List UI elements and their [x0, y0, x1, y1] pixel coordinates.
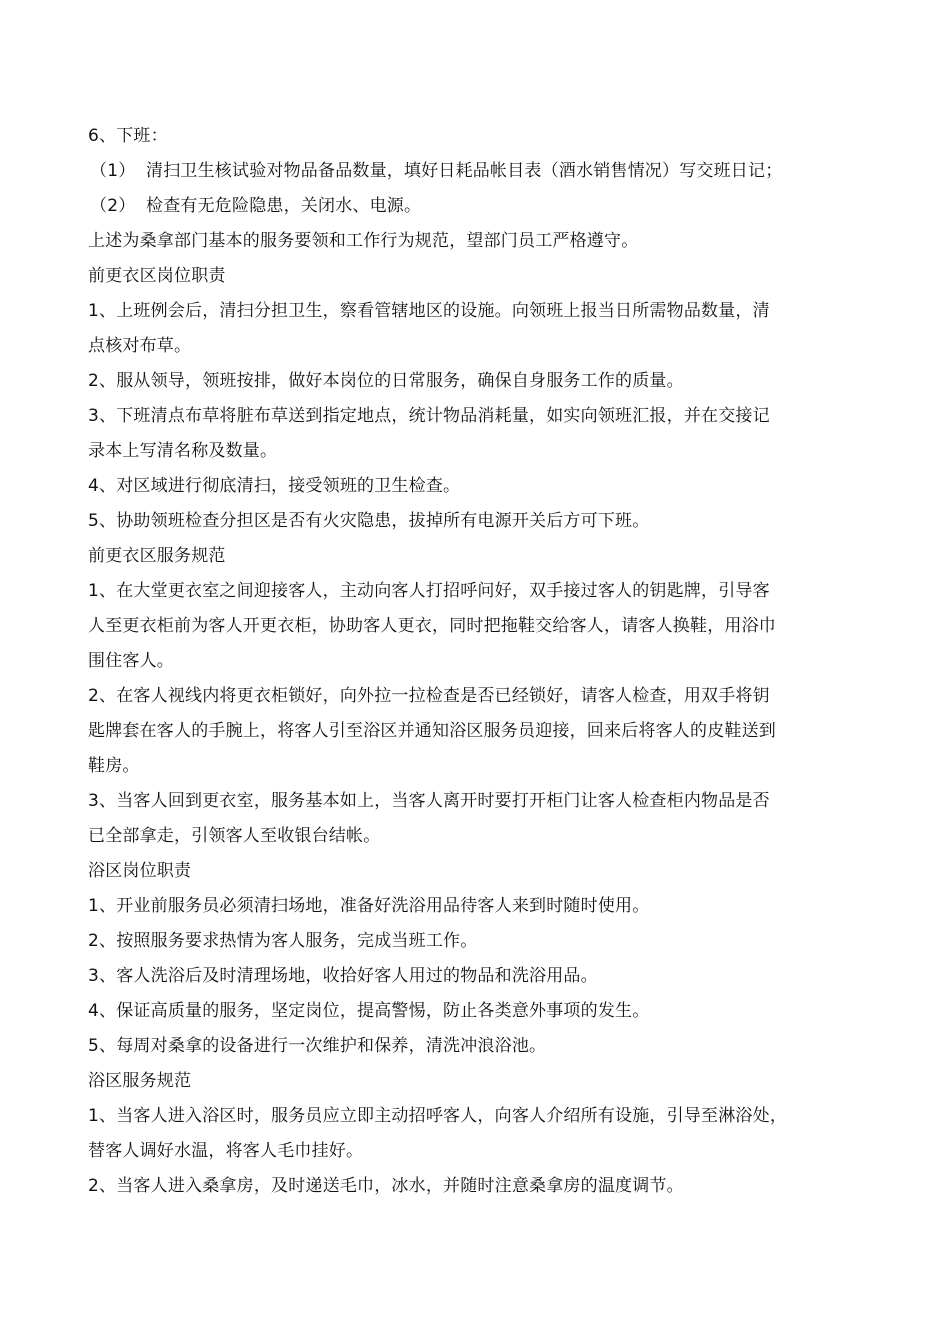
text-line: 3、下班清点布草将脏布草送到指定地点，统计物品消耗量，如实向领班汇报，并在交接记	[88, 406, 770, 426]
document-page	[88, 119, 868, 1204]
block-title: 浴区岗位职责	[88, 861, 192, 881]
sub-item-text: 检查有无危险隐患，关闭水、电源。	[146, 196, 422, 216]
text-line: 2、服从领导，领班按排，做好本岗位的日常服务，确保自身服务工作的质量。	[88, 371, 684, 391]
text-line: 匙牌套在客人的手腕上，将客人引至浴区并通知浴区服务员迎接，回来后将客人的皮鞋送到	[88, 721, 776, 741]
text-line: 替客人调好水温，将客人毛巾挂好。	[88, 1141, 364, 1161]
text-line: 鞋房。	[88, 756, 140, 776]
text-line: 5、每周对桑拿的设备进行一次维护和保养，清洗冲浪浴池。	[88, 1036, 547, 1056]
text-line: 3、当客人回到更衣室，服务基本如上，当客人离开时要打开柜门让客人检查柜内物品是否	[88, 791, 770, 811]
text-line: 4、对区域进行彻底清扫，接受领班的卫生检查。	[88, 476, 461, 496]
text-line: 人至更衣柜前为客人开更衣柜，协助客人更衣，同时把拖鞋交给客人，请客人换鞋，用浴巾	[88, 616, 776, 636]
text-line: 5、协助领班检查分担区是否有火灾隐患，拔掉所有电源开关后方可下班。	[88, 511, 650, 531]
text-line: 2、当客人进入桑拿房，及时递送毛巾，冰水，并随时注意桑拿房的温度调节。	[88, 1176, 684, 1196]
text-line: 1、在大堂更衣室之间迎接客人，主动向客人打招呼问好，双手接过客人的钥匙牌，引导客	[88, 581, 770, 601]
text-line: 围住客人。	[88, 651, 174, 671]
block-title: 浴区服务规范	[88, 1071, 192, 1091]
sub-item	[88, 154, 868, 189]
block-title: 前更衣区服务规范	[88, 546, 226, 566]
text-line: 1、上班例会后，清扫分担卫生，察看管辖地区的设施。向领班上报当日所需物品数量，清	[88, 301, 770, 321]
sub-item-text: 清扫卫生核试验对物品备品数量，填好日耗品帐目表（酒水销售情况）写交班日记；	[146, 161, 783, 181]
sub-item-number: （1）	[90, 161, 136, 181]
text-line: 4、保证高质量的服务，坚定岗位，提高警惕，防止各类意外事项的发生。	[88, 1001, 650, 1021]
text-line: 2、在客人视线内将更衣柜锁好，向外拉一拉检查是否已经锁好，请客人检查，用双手将钥	[88, 686, 770, 706]
section-heading: 6、下班：	[88, 126, 168, 146]
text-line: 3、客人洗浴后及时清理场地，收拾好客人用过的物品和洗浴用品。	[88, 966, 598, 986]
text-line: 录本上写清名称及数量。	[88, 441, 278, 461]
sub-item-number: （2）	[90, 196, 136, 216]
summary-paragraph: 上述为桑拿部门基本的服务要领和工作行为规范，望部门员工严格遵守。	[88, 231, 639, 251]
text-line: 2、按照服务要求热情为客人服务，完成当班工作。	[88, 931, 478, 951]
text-line: 点核对布草。	[88, 336, 192, 356]
text-line: 已全部拿走，引领客人至收银台结帐。	[88, 826, 381, 846]
text-line: 1、开业前服务员必须清扫场地，准备好洗浴用品待客人来到时随时使用。	[88, 896, 650, 916]
text-line: 1、当客人进入浴区时，服务员应立即主动招呼客人，向客人介绍所有设施，引导至淋浴处，	[88, 1106, 788, 1126]
sub-item	[88, 189, 868, 224]
block-title: 前更衣区岗位职责	[88, 266, 226, 286]
